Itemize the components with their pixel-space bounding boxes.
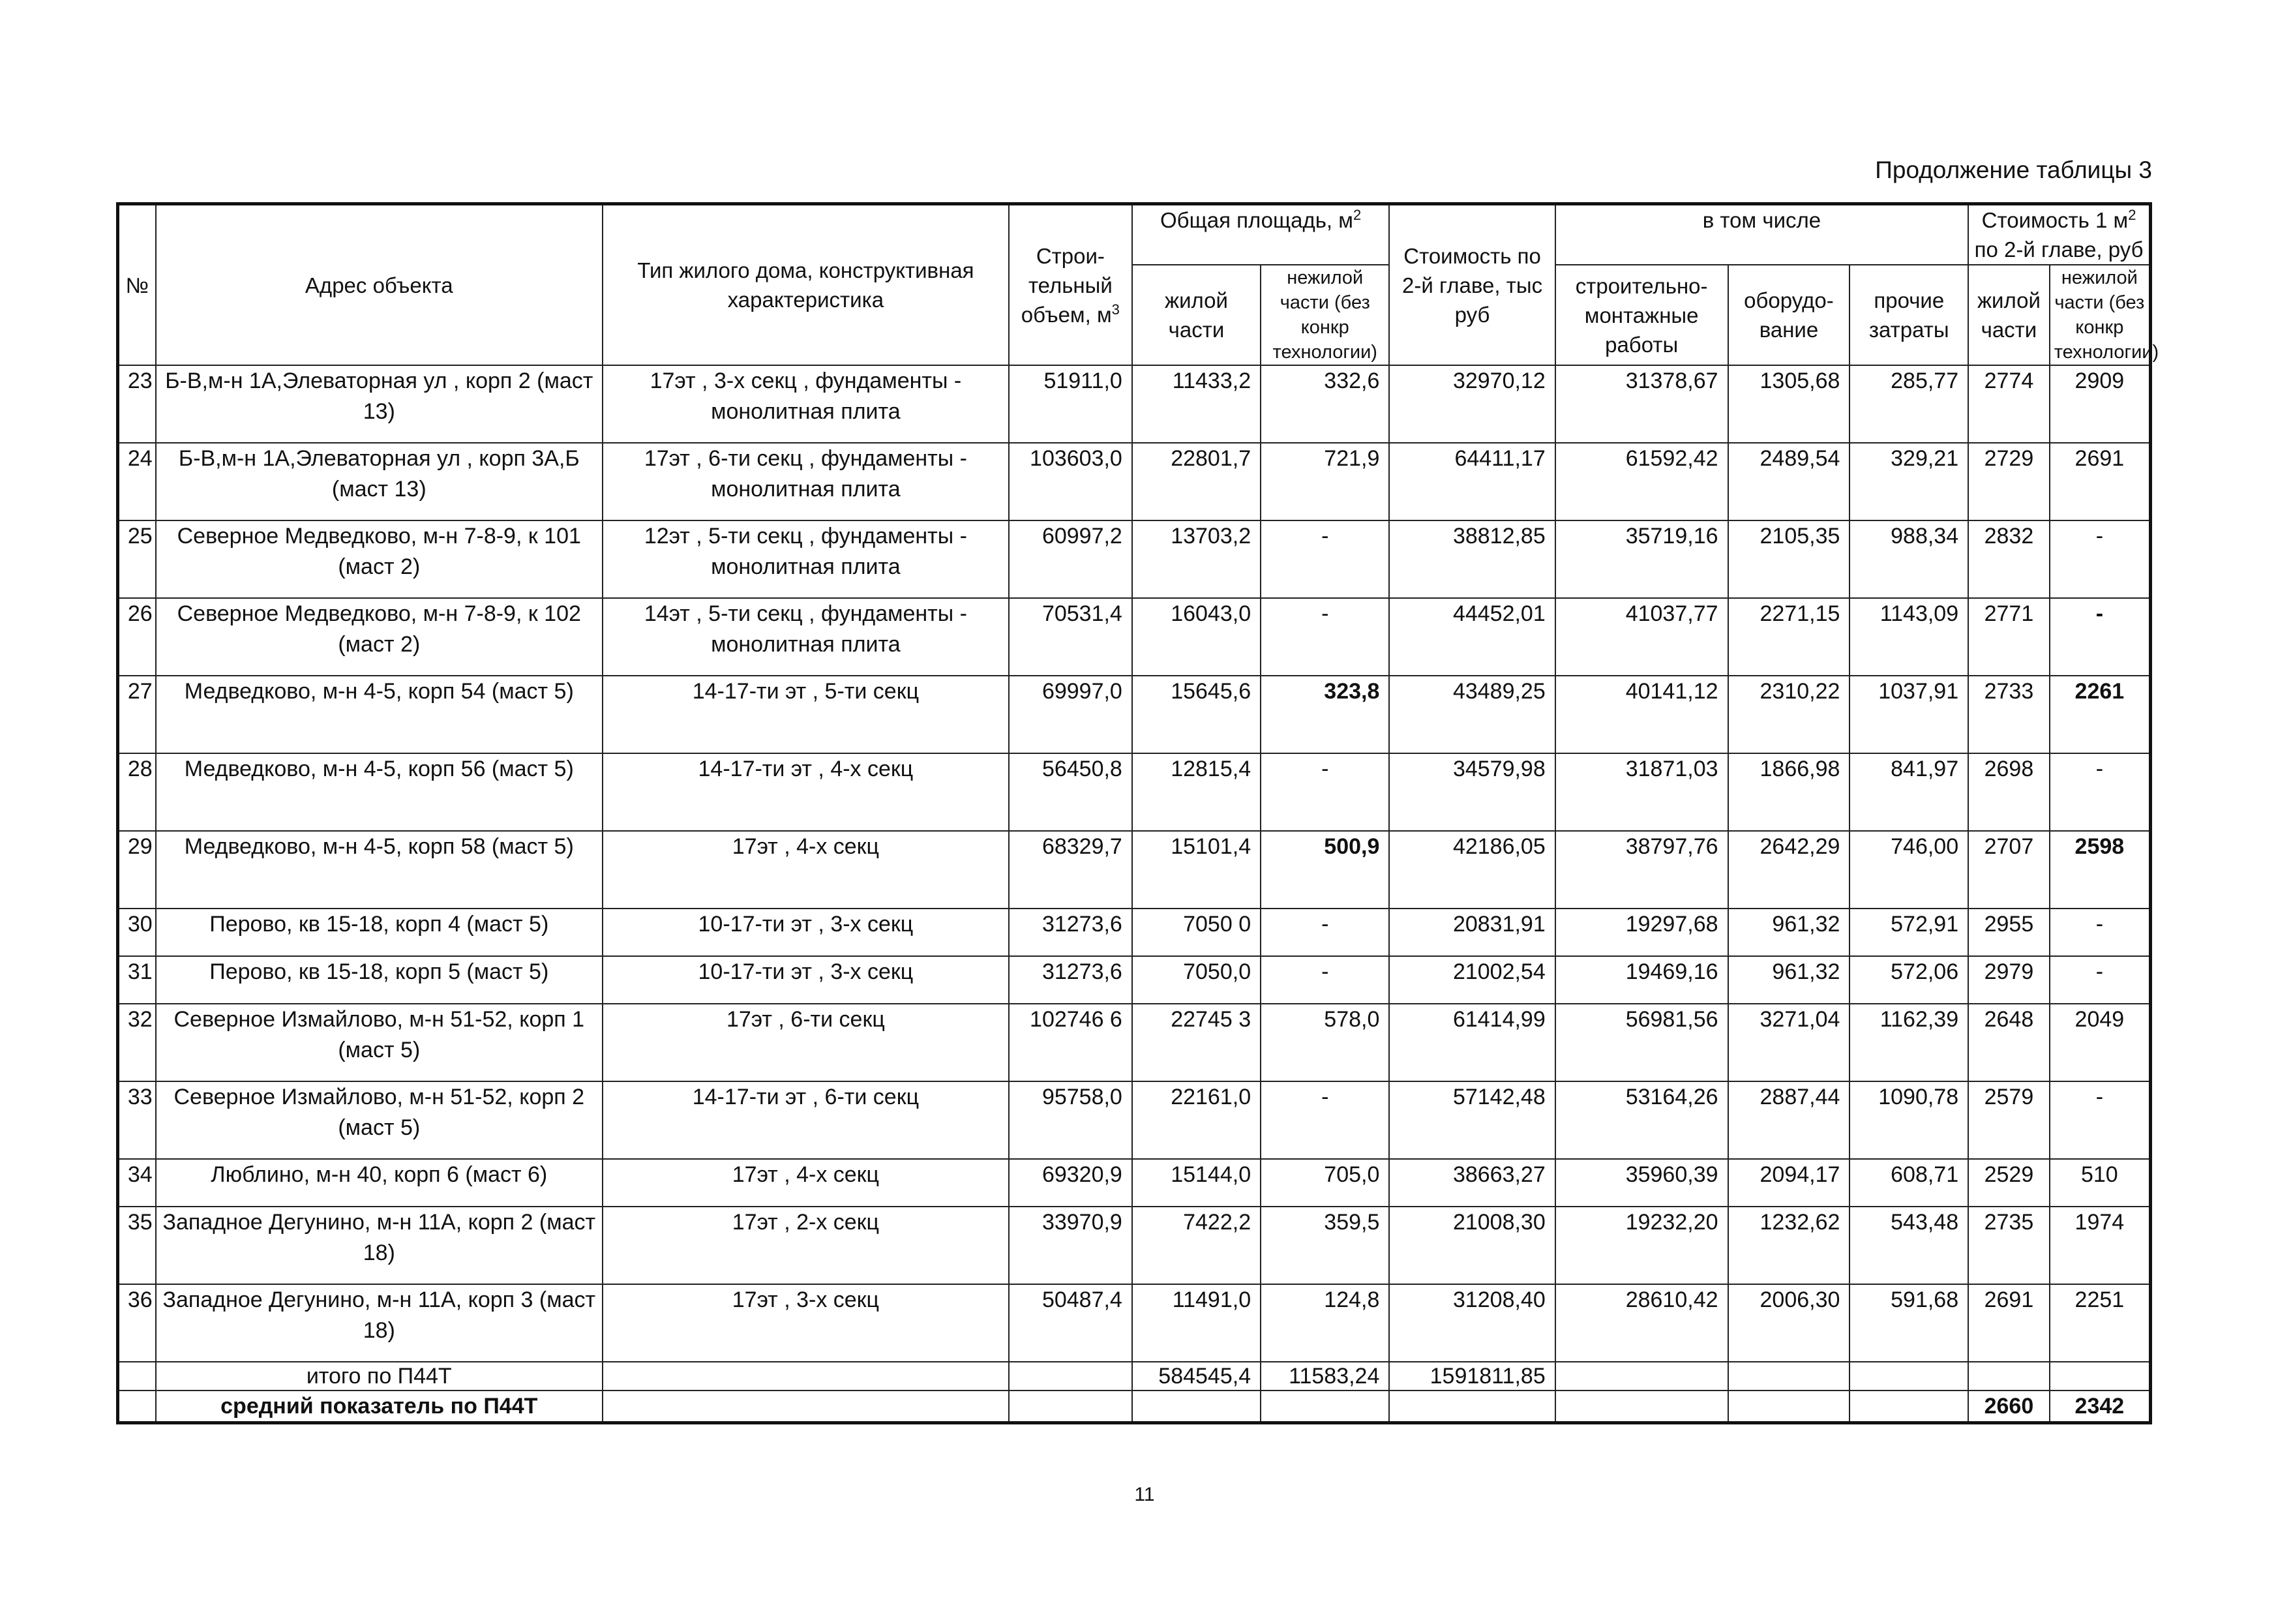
cell-address: Медведково, м-н 4-5, корп 58 (маст 5) xyxy=(156,831,603,909)
cell-type: 10-17-ти эт , 3-х секц xyxy=(603,956,1009,1004)
average-unit-living: 2660 xyxy=(1968,1391,2050,1423)
cell-nonliving: - xyxy=(1261,753,1389,831)
cell-living: 13703,2 xyxy=(1132,520,1261,598)
cell-empty xyxy=(1849,1362,1968,1391)
table-row xyxy=(118,1284,2151,1362)
cell-other: 329,21 xyxy=(1849,443,1968,520)
cell-unit-living: 2729 xyxy=(1968,443,2050,520)
cell-empty xyxy=(603,1391,1009,1423)
cell-nonliving: - xyxy=(1261,909,1389,956)
cell-unit-nonliving: 2909 xyxy=(2050,365,2151,443)
cell-equip: 1866,98 xyxy=(1728,753,1850,831)
cell-address: Люблино, м-н 40, корп 6 (маст 6) xyxy=(156,1159,603,1207)
cell-cost: 57142,48 xyxy=(1389,1081,1555,1159)
cell-nonliving: 359,5 xyxy=(1261,1207,1389,1284)
cell-unit-nonliving: 2049 xyxy=(2050,1004,2151,1081)
cell-smr: 31378,67 xyxy=(1555,365,1728,443)
header-cost: Стоимость по 2-й главе, тыс руб xyxy=(1389,204,1555,366)
cell-nonliving: 721,9 xyxy=(1261,443,1389,520)
table-row xyxy=(118,443,2151,520)
cell-equip: 2271,15 xyxy=(1728,598,1850,676)
cell-empty xyxy=(603,1362,1009,1391)
table-row xyxy=(118,1004,2151,1081)
cell-other: 841,97 xyxy=(1849,753,1968,831)
header-area-group: Общая площадь, $м^2$ xyxy=(1132,204,1390,265)
header-volume: Строи- тельный объем, $м^3$ xyxy=(1009,204,1132,366)
cell-empty xyxy=(118,1362,156,1391)
cell-cost: 34579,98 xyxy=(1389,753,1555,831)
cell-unit-living: 2579 xyxy=(1968,1081,2050,1159)
cell-empty xyxy=(1728,1362,1850,1391)
cell-empty xyxy=(1009,1362,1132,1391)
cell-living: 22745 3 xyxy=(1132,1004,1261,1081)
total-cost: 1591811,85 xyxy=(1389,1362,1555,1391)
cell-living: 16043,0 xyxy=(1132,598,1261,676)
cell-other: 572,06 xyxy=(1849,956,1968,1004)
cell-address: Медведково, м-н 4-5, корп 54 (маст 5) xyxy=(156,676,603,753)
cell-nonliving: 500,9 xyxy=(1261,831,1389,909)
cell-unit-living: 2735 xyxy=(1968,1207,2050,1284)
cell-cost: 44452,01 xyxy=(1389,598,1555,676)
cell-volume: 69997,0 xyxy=(1009,676,1132,753)
cell-empty xyxy=(1132,1391,1261,1423)
total-row xyxy=(118,1362,2151,1391)
cell-address: Северное Измайлово, м-н 51-52, корп 1 (маст 5) xyxy=(156,1004,603,1081)
table-row xyxy=(118,753,2151,831)
cell-other: 572,91 xyxy=(1849,909,1968,956)
header-unit-nonliving: нежилой части (без конкр технологии) xyxy=(2050,265,2151,365)
cell-smr: 56981,56 xyxy=(1555,1004,1728,1081)
cell-empty xyxy=(1009,1391,1132,1423)
cell-volume: 95758,0 xyxy=(1009,1081,1132,1159)
cell-smr: 19469,16 xyxy=(1555,956,1728,1004)
cell-address: Северное Измайлово, м-н 51-52, корп 2 (маст 5) xyxy=(156,1081,603,1159)
cell-smr: 19232,20 xyxy=(1555,1207,1728,1284)
cell-other: 285,77 xyxy=(1849,365,1968,443)
total-living: 584545,4 xyxy=(1132,1362,1261,1391)
cell-nonliving: 705,0 xyxy=(1261,1159,1389,1207)
header-address: Адрес объекта xyxy=(156,204,603,366)
cell-unit-living: 2979 xyxy=(1968,956,2050,1004)
cell-empty xyxy=(118,1391,156,1423)
cell-no: 27 xyxy=(118,676,156,753)
cell-unit-living: 2733 xyxy=(1968,676,2050,753)
cell-equip: 2105,35 xyxy=(1728,520,1850,598)
cell-smr: 41037,77 xyxy=(1555,598,1728,676)
cell-volume: 102746 6 xyxy=(1009,1004,1132,1081)
cell-living: 22801,7 xyxy=(1132,443,1261,520)
cell-address: Северное Медведково, м-н 7-8-9, к 102 (маст 2) xyxy=(156,598,603,676)
cell-equip: 2887,44 xyxy=(1728,1081,1850,1159)
cell-smr: 61592,42 xyxy=(1555,443,1728,520)
cell-unit-nonliving: - xyxy=(2050,598,2151,676)
cell-type: 17эт , 3-х секц , фундаменты - монолитная плита xyxy=(603,365,1009,443)
header-incl-other: прочие затраты xyxy=(1849,265,1968,365)
cell-volume: 33970,9 xyxy=(1009,1207,1132,1284)
cell-volume: 31273,6 xyxy=(1009,956,1132,1004)
cell-type: 14-17-ти эт , 6-ти секц xyxy=(603,1081,1009,1159)
cell-equip: 2642,29 xyxy=(1728,831,1850,909)
header-unit-living: жилой части xyxy=(1968,265,2050,365)
cell-empty xyxy=(1849,1391,1968,1423)
cell-type: 17эт , 2-х секц xyxy=(603,1207,1009,1284)
cell-no: 32 xyxy=(118,1004,156,1081)
cell-address: Перово, кв 15-18, корп 4 (маст 5) xyxy=(156,909,603,956)
cell-address: Перово, кв 15-18, корп 5 (маст 5) xyxy=(156,956,603,1004)
cell-empty xyxy=(2050,1362,2151,1391)
cell-no: 28 xyxy=(118,753,156,831)
header-area-nonliving: нежилой части (без конкр технологии) xyxy=(1261,265,1389,365)
cell-type: 17эт , 6-ти секц , фундаменты - монолитная плита xyxy=(603,443,1009,520)
cell-unit-living: 2529 xyxy=(1968,1159,2050,1207)
cell-volume: 51911,0 xyxy=(1009,365,1132,443)
average-label: средний показатель по П44Т xyxy=(156,1391,603,1423)
cell-volume: 56450,8 xyxy=(1009,753,1132,831)
table-row xyxy=(118,1159,2151,1207)
cell-unit-living: 2832 xyxy=(1968,520,2050,598)
cell-nonliving: - xyxy=(1261,956,1389,1004)
cell-unit-living: 2774 xyxy=(1968,365,2050,443)
cell-type: 17эт , 6-ти секц xyxy=(603,1004,1009,1081)
cell-other: 1037,91 xyxy=(1849,676,1968,753)
cell-living: 15144,0 xyxy=(1132,1159,1261,1207)
cell-address: Западное Дегунино, м-н 11А, корп 2 (маст 18) xyxy=(156,1207,603,1284)
cell-volume: 68329,7 xyxy=(1009,831,1132,909)
table-row xyxy=(118,676,2151,753)
cell-type: 17эт , 3-х секц xyxy=(603,1284,1009,1362)
cell-unit-nonliving: 1974 xyxy=(2050,1207,2151,1284)
cell-unit-nonliving: 2251 xyxy=(2050,1284,2151,1362)
cell-cost: 61414,99 xyxy=(1389,1004,1555,1081)
cell-equip: 1305,68 xyxy=(1728,365,1850,443)
header-type: Тип жилого дома, конструктивная характеристика xyxy=(603,204,1009,366)
cost-table xyxy=(116,202,2159,1424)
cell-no: 26 xyxy=(118,598,156,676)
cell-unit-living: 2955 xyxy=(1968,909,2050,956)
cell-address: Северное Медведково, м-н 7-8-9, к 101 (маст 2) xyxy=(156,520,603,598)
cell-nonliving: 124,8 xyxy=(1261,1284,1389,1362)
cell-type: 17эт , 4-х секц xyxy=(603,831,1009,909)
cell-no: 29 xyxy=(118,831,156,909)
cell-type: 10-17-ти эт , 3-х секц xyxy=(603,909,1009,956)
cell-smr: 19297,68 xyxy=(1555,909,1728,956)
cell-type: 14-17-ти эт , 5-ти секц xyxy=(603,676,1009,753)
cell-equip: 2094,17 xyxy=(1728,1159,1850,1207)
cell-no: 23 xyxy=(118,365,156,443)
cell-living: 22161,0 xyxy=(1132,1081,1261,1159)
cell-smr: 28610,42 xyxy=(1555,1284,1728,1362)
cell-no: 30 xyxy=(118,909,156,956)
cell-other: 1090,78 xyxy=(1849,1081,1968,1159)
cell-empty xyxy=(1728,1391,1850,1423)
cell-no: 31 xyxy=(118,956,156,1004)
cell-nonliving: - xyxy=(1261,520,1389,598)
cell-unit-nonliving: 2598 xyxy=(2050,831,2151,909)
cell-empty xyxy=(1555,1391,1728,1423)
cell-equip: 2489,54 xyxy=(1728,443,1850,520)
table-row xyxy=(118,1081,2151,1159)
cell-cost: 31208,40 xyxy=(1389,1284,1555,1362)
cell-other: 1162,39 xyxy=(1849,1004,1968,1081)
page-number: 11 xyxy=(1134,1484,1155,1505)
cell-no: 36 xyxy=(118,1284,156,1362)
cell-empty xyxy=(1555,1362,1728,1391)
cell-other: 591,68 xyxy=(1849,1284,1968,1362)
table-caption: Продолжение таблицы 3 xyxy=(1875,157,2152,183)
cell-nonliving: - xyxy=(1261,1081,1389,1159)
cell-equip: 961,32 xyxy=(1728,956,1850,1004)
cell-no: 25 xyxy=(118,520,156,598)
cell-smr: 35960,39 xyxy=(1555,1159,1728,1207)
total-label: итого по П44Т xyxy=(156,1362,603,1391)
cell-living: 12815,4 xyxy=(1132,753,1261,831)
cell-cost: 64411,17 xyxy=(1389,443,1555,520)
cell-nonliving: - xyxy=(1261,598,1389,676)
cell-living: 11433,2 xyxy=(1132,365,1261,443)
cell-volume: 50487,4 xyxy=(1009,1284,1132,1362)
cell-equip: 2006,30 xyxy=(1728,1284,1850,1362)
cell-address: Западное Дегунино, м-н 11А, корп 3 (маст 18) xyxy=(156,1284,603,1362)
cell-equip: 961,32 xyxy=(1728,909,1850,956)
cell-unit-living: 2771 xyxy=(1968,598,2050,676)
cell-no: 34 xyxy=(118,1159,156,1207)
cell-unit-living: 2648 xyxy=(1968,1004,2050,1081)
cell-type: 14эт , 5-ти секц , фундаменты - монолитная плита xyxy=(603,598,1009,676)
cell-cost: 20831,91 xyxy=(1389,909,1555,956)
table-row xyxy=(118,520,2151,598)
header-no: № xyxy=(118,204,156,366)
cell-smr: 53164,26 xyxy=(1555,1081,1728,1159)
cell-address: Б-В,м-н 1А,Элеваторная ул , корп 2 (маст 13) xyxy=(156,365,603,443)
cell-volume: 103603,0 xyxy=(1009,443,1132,520)
cell-no: 24 xyxy=(118,443,156,520)
cell-equip: 1232,62 xyxy=(1728,1207,1850,1284)
cell-cost: 21008,30 xyxy=(1389,1207,1555,1284)
average-unit-nonliving: 2342 xyxy=(2050,1391,2151,1423)
cell-smr: 35719,16 xyxy=(1555,520,1728,598)
cell-smr: 40141,12 xyxy=(1555,676,1728,753)
cell-living: 15101,4 xyxy=(1132,831,1261,909)
cell-empty xyxy=(1261,1391,1389,1423)
cell-other: 543,48 xyxy=(1849,1207,1968,1284)
cell-smr: 31871,03 xyxy=(1555,753,1728,831)
cell-address: Медведково, м-н 4-5, корп 56 (маст 5) xyxy=(156,753,603,831)
cell-volume: 70531,4 xyxy=(1009,598,1132,676)
cell-other: 988,34 xyxy=(1849,520,1968,598)
cell-nonliving: 332,6 xyxy=(1261,365,1389,443)
cell-unit-living: 2698 xyxy=(1968,753,2050,831)
cell-smr: 38797,76 xyxy=(1555,831,1728,909)
total-nonliving: 11583,24 xyxy=(1261,1362,1389,1391)
table-body xyxy=(118,365,2151,1423)
cell-other: 746,00 xyxy=(1849,831,1968,909)
table-row xyxy=(118,956,2151,1004)
table-row xyxy=(118,1207,2151,1284)
cell-no: 33 xyxy=(118,1081,156,1159)
cell-type: 14-17-ти эт , 4-х секц xyxy=(603,753,1009,831)
header-unit-group: Стоимость 1 $м^2$ по 2-й главе, руб xyxy=(1968,204,2150,265)
cell-living: 7050,0 xyxy=(1132,956,1261,1004)
table-row xyxy=(118,598,2151,676)
cell-unit-nonliving: - xyxy=(2050,753,2151,831)
cell-living: 15645,6 xyxy=(1132,676,1261,753)
cell-volume: 69320,9 xyxy=(1009,1159,1132,1207)
header-incl-construction: строительно- монтажные работы xyxy=(1555,265,1728,365)
cell-other: 1143,09 xyxy=(1849,598,1968,676)
cell-unit-nonliving: - xyxy=(2050,520,2151,598)
table-row xyxy=(118,909,2151,956)
table-row xyxy=(118,365,2151,443)
cell-unit-living: 2691 xyxy=(1968,1284,2050,1362)
cell-living: 11491,0 xyxy=(1132,1284,1261,1362)
cell-cost: 32970,12 xyxy=(1389,365,1555,443)
average-row xyxy=(118,1391,2151,1423)
cell-volume: 31273,6 xyxy=(1009,909,1132,956)
cell-equip: 2310,22 xyxy=(1728,676,1850,753)
cell-cost: 42186,05 xyxy=(1389,831,1555,909)
cell-type: 17эт , 4-х секц xyxy=(603,1159,1009,1207)
cell-equip: 3271,04 xyxy=(1728,1004,1850,1081)
cell-unit-nonliving: 2691 xyxy=(2050,443,2151,520)
cell-cost: 21002,54 xyxy=(1389,956,1555,1004)
cell-cost: 43489,25 xyxy=(1389,676,1555,753)
cell-nonliving: 578,0 xyxy=(1261,1004,1389,1081)
cell-volume: 60997,2 xyxy=(1009,520,1132,598)
header-incl-equipment: оборудо- вание xyxy=(1728,265,1850,365)
cell-unit-nonliving: - xyxy=(2050,956,2151,1004)
cell-unit-nonliving: 510 xyxy=(2050,1159,2151,1207)
cell-unit-nonliving: - xyxy=(2050,909,2151,956)
cell-cost: 38812,85 xyxy=(1389,520,1555,598)
cell-type: 12эт , 5-ти секц , фундаменты - монолитная плита xyxy=(603,520,1009,598)
cell-living: 7050 0 xyxy=(1132,909,1261,956)
cell-empty xyxy=(1389,1391,1555,1423)
cell-no: 35 xyxy=(118,1207,156,1284)
cell-other: 608,71 xyxy=(1849,1159,1968,1207)
cell-nonliving: 323,8 xyxy=(1261,676,1389,753)
cell-empty xyxy=(1968,1362,2050,1391)
cell-address: Б-В,м-н 1А,Элеваторная ул , корп 3А,Б (маст 13) xyxy=(156,443,603,520)
cell-living: 7422,2 xyxy=(1132,1207,1261,1284)
cell-unit-nonliving: 2261 xyxy=(2050,676,2151,753)
cell-unit-nonliving: - xyxy=(2050,1081,2151,1159)
cell-cost: 38663,27 xyxy=(1389,1159,1555,1207)
cell-unit-living: 2707 xyxy=(1968,831,2050,909)
table-row xyxy=(118,831,2151,909)
header-incl-group: в том числе xyxy=(1555,204,1968,265)
header-area-living: жилой части xyxy=(1132,265,1261,365)
table-header xyxy=(118,204,2159,366)
